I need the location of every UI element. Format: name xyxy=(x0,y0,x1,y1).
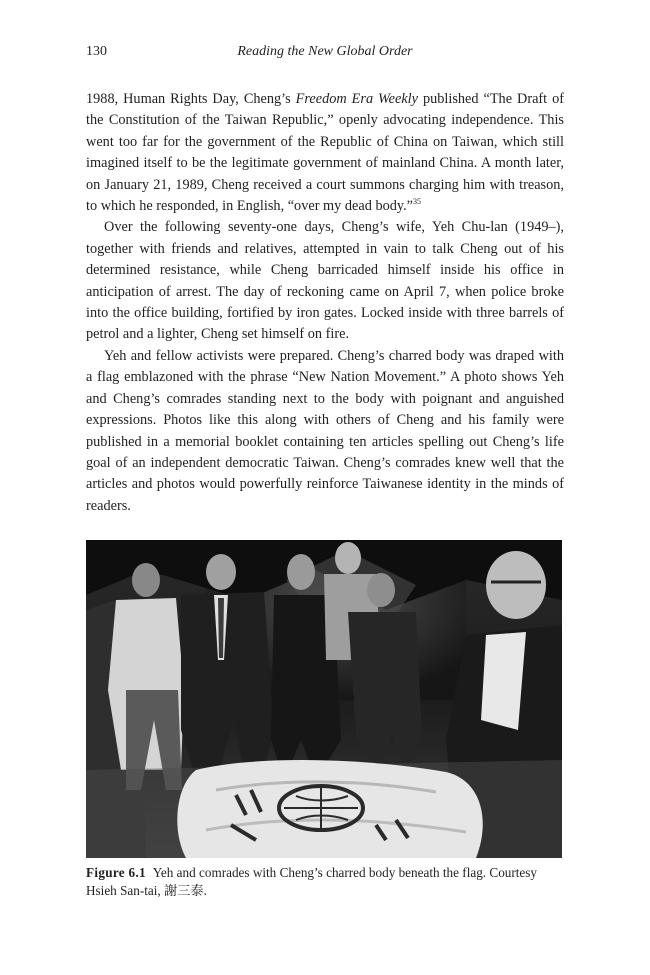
paragraph-1-text-a: 1988, Human Rights Day, Cheng’s xyxy=(86,91,296,107)
footnote-ref: 35 xyxy=(413,197,422,207)
figure-photo xyxy=(86,540,562,858)
paragraph-1-text-c: published “The Draft of the Constitution of the Taiwan Republic,” openly advocating independence. This went too far for the government of the Republic of China on Taiwan, which still imagined itself to be the legitimate government of mainland China. A month later, on January 21, 1989, Cheng received a court summons charging him with treason, to which he responded, in English, “over my dead body.” xyxy=(86,91,565,215)
publication-title: Freedom Era Weekly xyxy=(295,91,418,107)
running-header xyxy=(86,44,564,64)
body-text xyxy=(86,89,564,517)
photo-illustration xyxy=(86,540,562,858)
figure-caption xyxy=(86,864,564,900)
page-number: 130 xyxy=(86,44,107,59)
paragraph-2: Over the following seventy-one days, Cheng’s wife, Yeh Chu-lan (1949–), together with friends and relatives, attempted in vain to talk Cheng out of his determined resistance, while Cheng barricaded himself inside his office in anticipation of arrest. The day of reckoning came on April 7, when police broke into the office building, fortified by iron gates. Locked inside with three barrels of petrol and a lighter, Cheng set himself on fire. xyxy=(86,219,564,343)
figure-label: Figure 6.1 xyxy=(86,865,146,880)
paragraph-1 xyxy=(86,89,564,217)
paragraph-3: Yeh and fellow activists were prepared. Cheng’s charred body was draped with a flag emblazoned with the phrase “New Nation Movement.” A photo shows Yeh and Cheng’s comrades standing next to the body with poignant and anguished expressions. Photos like this along with others of Cheng and his family were published in a memorial booklet containing ten articles spelling out Cheng’s life goal of an independent democratic Taiwan. Cheng’s comrades knew well that the articles and photos would powerfully reinforce Taiwanese identity in the minds of readers. xyxy=(86,347,564,514)
running-title: Reading the New Global Order xyxy=(237,44,413,59)
caption-text: Yeh and comrades with Cheng’s charred body beneath the flag. Courtesy Hsieh San-tai, 謝三泰. xyxy=(86,865,538,898)
